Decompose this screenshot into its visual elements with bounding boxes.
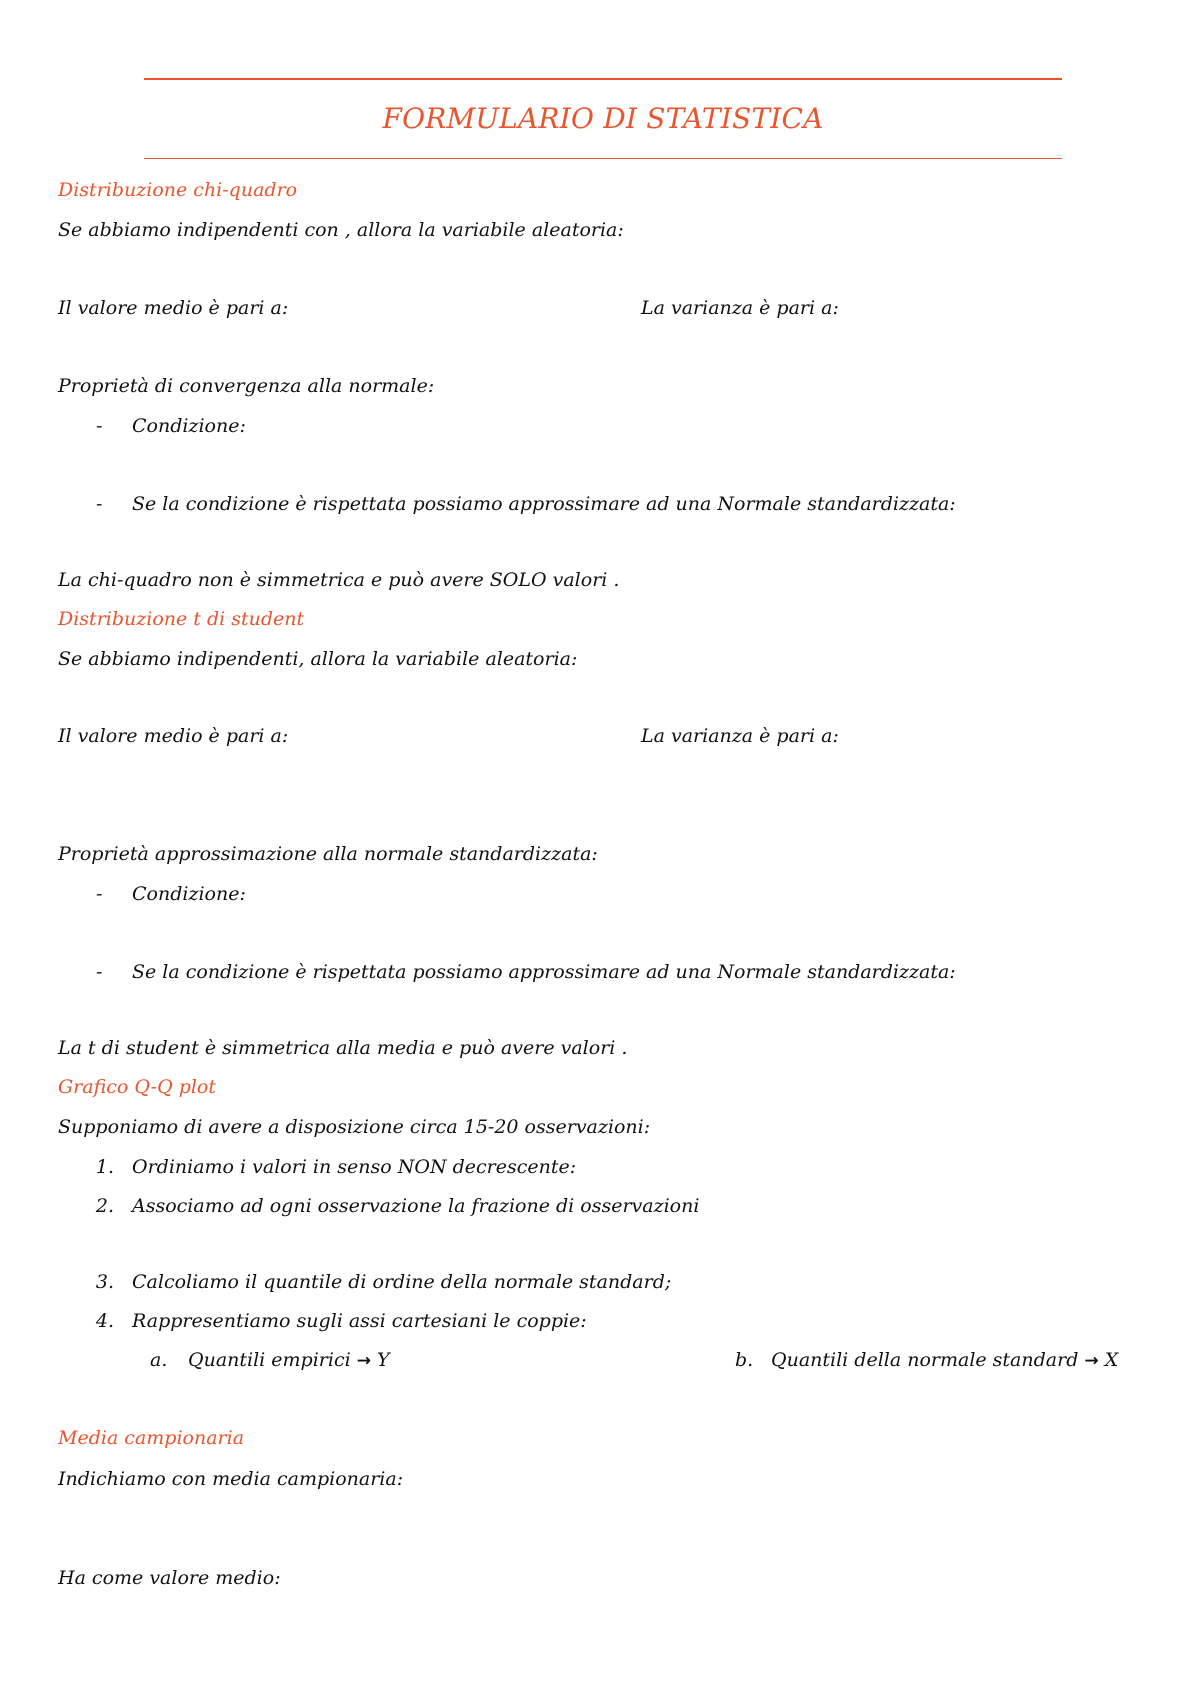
chi-variance: La varianza è pari a: xyxy=(641,297,839,319)
step-number: 2. xyxy=(95,1195,114,1217)
step-number: 1. xyxy=(95,1156,114,1178)
t-note: La t di student è simmetrica alla media e può avere valori . xyxy=(58,1037,628,1059)
t-property: Proprietà approssimazione alla normale standardizzata: xyxy=(58,843,598,865)
step-number: 4. xyxy=(95,1310,114,1332)
sub-item-a xyxy=(188,1348,390,1373)
chi-mean: Il valore medio è pari a: xyxy=(58,297,289,319)
media-mean: Ha come valore medio: xyxy=(58,1567,281,1589)
t-heading: Distribuzione t di student xyxy=(58,608,305,630)
sub-item-b-axis: X xyxy=(1104,1349,1119,1371)
chi-note: La chi-quadro non è simmetrica e può avere SOLO valori . xyxy=(58,569,620,591)
title-bottom-rule xyxy=(144,158,1062,159)
step-number: 3. xyxy=(95,1271,114,1293)
bullet-dash: - xyxy=(96,961,103,983)
qq-heading: Grafico Q-Q plot xyxy=(58,1076,217,1098)
media-heading: Media campionaria xyxy=(58,1427,245,1449)
t-mean: Il valore medio è pari a: xyxy=(58,725,289,747)
bullet-dash: - xyxy=(96,883,103,905)
t-intro: Se abbiamo indipendenti, allora la variabile aleatoria: xyxy=(58,648,578,670)
sub-letter-a: a. xyxy=(150,1349,168,1371)
qq-intro: Supponiamo di avere a disposizione circa 15-20 osservazioni: xyxy=(58,1116,651,1138)
media-intro: Indichiamo con media campionaria: xyxy=(58,1468,404,1490)
sub-letter-b: b. xyxy=(735,1349,754,1371)
t-variance: La varianza è pari a: xyxy=(641,725,839,747)
right-arrow-icon: → xyxy=(1084,1351,1099,1371)
t-condition: Condizione: xyxy=(132,883,246,905)
qq-step: Associamo ad ogni osservazione la frazione di osservazioni xyxy=(132,1195,700,1217)
chi-intro: Se abbiamo indipendenti con , allora la variabile aleatoria: xyxy=(58,219,624,241)
chi-heading: Distribuzione chi-quadro xyxy=(58,179,298,201)
qq-step: Rappresentiamo sugli assi cartesiani le coppie: xyxy=(132,1310,587,1332)
bullet-dash: - xyxy=(96,415,103,437)
right-arrow-icon: → xyxy=(356,1351,371,1371)
chi-condition: Condizione: xyxy=(132,415,246,437)
qq-step: Calcoliamo il quantile di ordine della normale standard; xyxy=(132,1271,672,1293)
chi-approx: Se la condizione è rispettata possiamo approssimare ad una Normale standardizzata: xyxy=(132,493,956,515)
sub-item-b xyxy=(771,1348,1118,1373)
title-top-rule xyxy=(144,78,1062,80)
chi-property: Proprietà di convergenza alla normale: xyxy=(58,375,435,397)
sub-item-a-axis: Y xyxy=(377,1349,390,1371)
bullet-dash: - xyxy=(96,493,103,515)
sub-item-a-text: Quantili empirici xyxy=(188,1349,351,1371)
t-approx: Se la condizione è rispettata possiamo approssimare ad una Normale standardizzata: xyxy=(132,961,956,983)
sub-item-b-text: Quantili della normale standard xyxy=(771,1349,1079,1371)
document-title: FORMULARIO DI STATISTICA xyxy=(382,102,824,135)
qq-step: Ordiniamo i valori in senso NON decrescente: xyxy=(132,1156,577,1178)
